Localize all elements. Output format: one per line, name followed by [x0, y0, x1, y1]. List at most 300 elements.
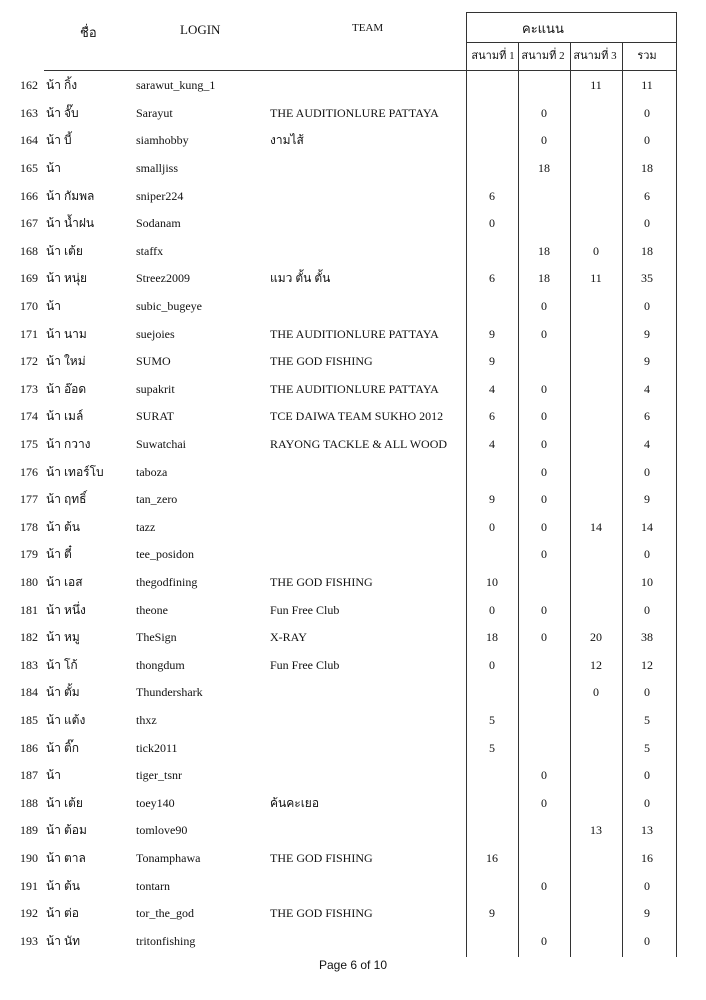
cell-total: 10	[641, 574, 653, 589]
cell-s1: 10	[486, 574, 498, 589]
cell-s3	[570, 155, 622, 183]
cell-s3	[570, 707, 622, 735]
cell-s3: 11	[590, 271, 602, 286]
cell-s2: 0	[541, 547, 547, 562]
cell-team: RAYONG TACKLE & ALL WOOD	[270, 437, 448, 452]
cell-no: 187	[20, 768, 38, 783]
table-row	[20, 624, 672, 652]
cell-no: 169	[20, 271, 38, 286]
cell-s1: 0	[489, 519, 495, 534]
table-row	[20, 927, 672, 955]
cell-total: 0	[644, 464, 650, 479]
cell-s2: 0	[541, 464, 547, 479]
cell-no: 172	[20, 354, 38, 369]
cell-login: tiger_tsnr	[136, 768, 182, 783]
cell-login: thxz	[136, 712, 157, 727]
cell-total: 0	[644, 768, 650, 783]
cell-s2: 18	[538, 271, 550, 286]
cell-no: 191	[20, 878, 38, 893]
table-row	[20, 845, 672, 873]
cell-s2	[518, 900, 570, 928]
cell-name: น้า นาม	[46, 326, 87, 341]
cell-team	[270, 707, 466, 735]
cell-team	[270, 514, 466, 542]
cell-name: น้า โก้	[46, 657, 78, 672]
cell-s1	[466, 679, 518, 707]
cell-login: SUMO	[136, 354, 171, 369]
table-row	[20, 155, 672, 183]
cell-s2	[518, 679, 570, 707]
cell-s3: 0	[593, 685, 599, 700]
cell-login: sarawut_kung_1	[136, 78, 216, 93]
table-row	[20, 320, 672, 348]
cell-login: taboza	[136, 464, 168, 479]
cell-total: 0	[644, 602, 650, 617]
cell-no: 186	[20, 740, 38, 755]
cell-s1: 0	[489, 216, 495, 231]
cell-team	[270, 182, 466, 210]
cell-login: Thundershark	[136, 685, 203, 700]
cell-s1: 6	[489, 271, 495, 286]
table-row	[20, 293, 672, 321]
header-field-1: สนามที่ 1	[471, 50, 515, 62]
table-row	[20, 541, 672, 569]
cell-s3: 14	[590, 519, 602, 534]
cell-s3	[570, 210, 622, 238]
cell-s1	[466, 72, 518, 100]
cell-no: 165	[20, 161, 38, 176]
divider	[466, 12, 677, 13]
cell-total: 9	[644, 906, 650, 921]
cell-s1	[466, 238, 518, 266]
cell-login: supakrit	[136, 381, 175, 396]
table-row	[20, 651, 672, 679]
cell-no: 179	[20, 547, 38, 562]
cell-login: tontarn	[136, 878, 170, 893]
cell-s2: 0	[541, 133, 547, 148]
cell-s3: 13	[590, 823, 602, 838]
cell-name: น้า หนึ่ง	[46, 602, 86, 617]
cell-total: 0	[644, 299, 650, 314]
cell-s1: 9	[489, 492, 495, 507]
header-score: คะแนน	[522, 21, 564, 36]
header-login: LOGIN	[180, 22, 221, 37]
cell-s3	[570, 100, 622, 128]
cell-login: suejoies	[136, 326, 175, 341]
cell-total: 5	[644, 740, 650, 755]
cell-s1	[466, 293, 518, 321]
cell-name: น้า เอส	[46, 574, 83, 589]
cell-total: 0	[644, 216, 650, 231]
cell-team	[270, 734, 466, 762]
cell-s2	[518, 845, 570, 873]
cell-s3	[570, 348, 622, 376]
cell-s3	[570, 486, 622, 514]
cell-team	[270, 155, 466, 183]
cell-login: Sarayut	[136, 105, 173, 120]
cell-login: thegodfining	[136, 574, 198, 589]
cell-no: 182	[20, 630, 38, 645]
cell-no: 171	[20, 326, 38, 341]
cell-team: Fun Free Club	[270, 602, 340, 617]
cell-team	[270, 762, 466, 790]
table-row	[20, 679, 672, 707]
table-row	[20, 72, 672, 100]
cell-team	[270, 817, 466, 845]
cell-no: 185	[20, 712, 38, 727]
table-row	[20, 265, 672, 293]
cell-login: Streez2009	[136, 271, 190, 286]
cell-name: น้า	[46, 768, 61, 783]
cell-team	[270, 293, 466, 321]
cell-s2: 0	[541, 878, 547, 893]
divider	[676, 12, 677, 957]
cell-s1: 4	[489, 437, 495, 452]
cell-s1: 6	[489, 409, 495, 424]
cell-s2: 0	[541, 602, 547, 617]
cell-name: น้า จั๊บ	[46, 105, 79, 120]
cell-s2	[518, 210, 570, 238]
cell-name: น้า ตาล	[46, 850, 86, 865]
cell-s2: 0	[541, 630, 547, 645]
cell-s1: 0	[489, 602, 495, 617]
cell-s1	[466, 127, 518, 155]
cell-s3	[570, 845, 622, 873]
cell-s3	[570, 900, 622, 928]
cell-total: 0	[644, 547, 650, 562]
cell-login: TheSign	[136, 630, 177, 645]
cell-no: 183	[20, 657, 38, 672]
cell-team: THE GOD FISHING	[270, 906, 373, 921]
cell-s2: 0	[541, 326, 547, 341]
cell-s1	[466, 927, 518, 955]
table-row	[20, 569, 672, 597]
cell-no: 174	[20, 409, 38, 424]
cell-no: 164	[20, 133, 38, 148]
cell-no: 188	[20, 795, 38, 810]
cell-name: น้า เมล์	[46, 409, 84, 424]
cell-no: 189	[20, 823, 38, 838]
cell-s1	[466, 789, 518, 817]
cell-s1	[466, 100, 518, 128]
cell-s2: 0	[541, 768, 547, 783]
cell-no: 178	[20, 519, 38, 534]
cell-name: น้า เทอร์โบ	[46, 464, 104, 479]
cell-team	[270, 72, 466, 100]
cell-team	[270, 458, 466, 486]
cell-s1: 4	[489, 381, 495, 396]
cell-s2: 0	[541, 299, 547, 314]
cell-login: tan_zero	[136, 492, 178, 507]
cell-no: 175	[20, 437, 38, 452]
cell-team: งามไส้	[270, 133, 304, 148]
cell-name: น้า แต้ง	[46, 712, 86, 727]
header-total: รวม	[637, 50, 657, 62]
cell-s1	[466, 817, 518, 845]
cell-total: 5	[644, 712, 650, 727]
cell-login: tazz	[136, 519, 156, 534]
table-row	[20, 182, 672, 210]
cell-team: TCE DAIWA TEAM SUKHO 2012	[270, 409, 444, 424]
cell-s2	[518, 348, 570, 376]
cell-s2: 0	[541, 795, 547, 810]
cell-s3: 12	[590, 657, 602, 672]
cell-s1: 5	[489, 740, 495, 755]
cell-total: 14	[641, 519, 653, 534]
cell-team: แมว ตั้น ตั้น	[270, 271, 331, 286]
cell-s3	[570, 293, 622, 321]
table-row	[20, 403, 672, 431]
table-row	[20, 817, 672, 845]
cell-s2: 0	[541, 492, 547, 507]
cell-name: น้า ตี๋	[46, 547, 72, 562]
cell-total: 38	[641, 630, 653, 645]
cell-total: 11	[641, 78, 653, 93]
cell-team: X-RAY	[270, 630, 307, 645]
cell-s3	[570, 541, 622, 569]
cell-name: น้า นัท	[46, 933, 81, 948]
cell-login: tee_posidon	[136, 547, 194, 562]
cell-s3	[570, 182, 622, 210]
cell-s2	[518, 651, 570, 679]
cell-name: น้า กวาง	[46, 437, 91, 452]
cell-login: Sodanam	[136, 216, 181, 231]
cell-total: 0	[644, 878, 650, 893]
cell-team: ค้นคะเยอ	[270, 795, 320, 810]
cell-s3	[570, 762, 622, 790]
cell-s2	[518, 569, 570, 597]
cell-no: 181	[20, 602, 38, 617]
cell-s3: 20	[590, 630, 602, 645]
cell-name: น้า กัมพล	[46, 188, 95, 203]
cell-team: THE GOD FISHING	[270, 574, 373, 589]
table-row	[20, 210, 672, 238]
page-number: Page 6 of 10	[318, 958, 388, 972]
cell-total: 18	[641, 243, 653, 258]
cell-name: น้า	[46, 299, 61, 314]
cell-s2: 18	[538, 161, 550, 176]
cell-login: SURAT	[136, 409, 175, 424]
cell-total: 35	[641, 271, 653, 286]
cell-total: 4	[644, 437, 650, 452]
cell-team	[270, 927, 466, 955]
cell-login: subic_bugeye	[136, 299, 202, 314]
cell-no: 167	[20, 216, 38, 231]
cell-name: น้า อ๊อด	[46, 381, 87, 396]
cell-s1	[466, 458, 518, 486]
cell-team: THE AUDITIONLURE PATTAYA	[270, 105, 439, 120]
table-row	[20, 514, 672, 542]
cell-total: 18	[641, 161, 653, 176]
cell-name: น้า ติ๊ก	[46, 740, 79, 755]
score-table	[20, 72, 672, 955]
cell-s2	[518, 182, 570, 210]
cell-name: น้า ตั้ม	[46, 685, 80, 700]
table-row	[20, 872, 672, 900]
cell-no: 190	[20, 850, 38, 865]
cell-name: น้า	[46, 161, 61, 176]
table-row	[20, 596, 672, 624]
cell-no: 193	[20, 933, 38, 948]
cell-s2: 0	[541, 933, 547, 948]
table-row	[20, 458, 672, 486]
cell-no: 162	[20, 78, 38, 93]
cell-login: tor_the_god	[136, 906, 194, 921]
cell-login: staffx	[136, 243, 164, 258]
cell-s3	[570, 872, 622, 900]
cell-s3	[570, 458, 622, 486]
table-row	[20, 486, 672, 514]
header-name: ชื่อ	[80, 25, 97, 40]
cell-s3: 11	[590, 78, 602, 93]
cell-name: น้า ต้น	[46, 519, 80, 534]
cell-s1: 9	[489, 354, 495, 369]
cell-no: 173	[20, 381, 38, 396]
cell-total: 6	[644, 409, 650, 424]
cell-login: sniper224	[136, 188, 184, 203]
cell-s2: 0	[541, 409, 547, 424]
cell-total: 0	[644, 795, 650, 810]
table-row	[20, 431, 672, 459]
cell-s2	[518, 817, 570, 845]
cell-no: 180	[20, 574, 38, 589]
table-row	[20, 900, 672, 928]
cell-s1: 5	[489, 712, 495, 727]
header-field-3: สนามที่ 3	[573, 50, 617, 62]
cell-s3	[570, 403, 622, 431]
table-row	[20, 707, 672, 735]
cell-login: tick2011	[136, 740, 178, 755]
cell-s2: 0	[541, 437, 547, 452]
cell-name: น้า ฤทธิ์	[46, 492, 87, 507]
cell-s1: 9	[489, 906, 495, 921]
cell-total: 9	[644, 354, 650, 369]
cell-s1: 16	[486, 850, 498, 865]
cell-name: น้า เต้ย	[46, 243, 83, 258]
cell-s2	[518, 734, 570, 762]
cell-s1	[466, 541, 518, 569]
cell-s1: 6	[489, 188, 495, 203]
header-team: TEAM	[352, 22, 384, 34]
table-row	[20, 238, 672, 266]
cell-total: 0	[644, 105, 650, 120]
cell-s3	[570, 431, 622, 459]
cell-s2	[518, 72, 570, 100]
cell-s3	[570, 596, 622, 624]
table-row	[20, 127, 672, 155]
cell-s2: 0	[541, 381, 547, 396]
cell-total: 4	[644, 381, 650, 396]
divider	[466, 42, 677, 43]
table-row	[20, 100, 672, 128]
cell-total: 9	[644, 326, 650, 341]
cell-login: toey140	[136, 795, 175, 810]
cell-s1: 0	[489, 657, 495, 672]
cell-login: Suwatchai	[136, 437, 186, 452]
cell-total: 6	[644, 188, 650, 203]
cell-no: 184	[20, 685, 38, 700]
cell-team: THE AUDITIONLURE PATTAYA	[270, 381, 439, 396]
cell-login: tomlove90	[136, 823, 188, 838]
cell-team: THE GOD FISHING	[270, 354, 373, 369]
header-field-2: สนามที่ 2	[521, 50, 565, 62]
table-row	[20, 376, 672, 404]
cell-team	[270, 238, 466, 266]
cell-s2: 0	[541, 519, 547, 534]
cell-name: น้า ต่อ	[46, 906, 79, 921]
cell-team: THE GOD FISHING	[270, 850, 373, 865]
cell-s3	[570, 320, 622, 348]
cell-s1	[466, 872, 518, 900]
cell-total: 16	[641, 850, 653, 865]
cell-total: 9	[644, 492, 650, 507]
cell-name: น้า เต้ย	[46, 795, 83, 810]
cell-s2: 18	[538, 243, 550, 258]
cell-s3	[570, 376, 622, 404]
cell-total: 13	[641, 823, 653, 838]
cell-s3	[570, 789, 622, 817]
table-row	[20, 762, 672, 790]
cell-team	[270, 872, 466, 900]
cell-team	[270, 486, 466, 514]
cell-no: 170	[20, 299, 38, 314]
cell-name: น้า หนุ่ย	[46, 271, 88, 286]
header-rule	[44, 70, 677, 71]
cell-s3	[570, 734, 622, 762]
cell-s3: 0	[593, 243, 599, 258]
cell-team: THE AUDITIONLURE PATTAYA	[270, 326, 439, 341]
table-row	[20, 348, 672, 376]
cell-name: น้า ใหม่	[46, 354, 86, 369]
table-row	[20, 789, 672, 817]
cell-total: 12	[641, 657, 653, 672]
cell-name: น้า ต้น	[46, 878, 80, 893]
cell-no: 163	[20, 105, 38, 120]
cell-no: 177	[20, 492, 38, 507]
cell-no: 176	[20, 464, 38, 479]
cell-s3	[570, 127, 622, 155]
cell-team	[270, 541, 466, 569]
cell-login: siamhobby	[136, 133, 189, 148]
cell-s1: 18	[486, 630, 498, 645]
cell-s3	[570, 569, 622, 597]
cell-s2: 0	[541, 105, 547, 120]
cell-name: น้า น้ำฝน	[46, 216, 95, 231]
cell-name: น้า ต้อม	[46, 823, 87, 838]
cell-team	[270, 210, 466, 238]
cell-no: 192	[20, 906, 38, 921]
cell-s1	[466, 155, 518, 183]
cell-login: Tonamphawa	[136, 850, 201, 865]
cell-no: 168	[20, 243, 38, 258]
table-row	[20, 734, 672, 762]
cell-s2	[518, 707, 570, 735]
cell-name: น้า กิ้ง	[46, 78, 78, 93]
cell-total: 0	[644, 133, 650, 148]
cell-login: smalljiss	[136, 161, 179, 176]
cell-login: thongdum	[136, 657, 185, 672]
cell-name: น้า บี้	[46, 133, 72, 148]
cell-team	[270, 679, 466, 707]
cell-name: น้า หมู	[46, 630, 80, 645]
cell-team: Fun Free Club	[270, 657, 340, 672]
cell-s3	[570, 927, 622, 955]
cell-no: 166	[20, 188, 38, 203]
cell-login: tritonfishing	[136, 933, 196, 948]
cell-login: theone	[136, 602, 168, 617]
cell-s1: 9	[489, 326, 495, 341]
cell-total: 0	[644, 933, 650, 948]
